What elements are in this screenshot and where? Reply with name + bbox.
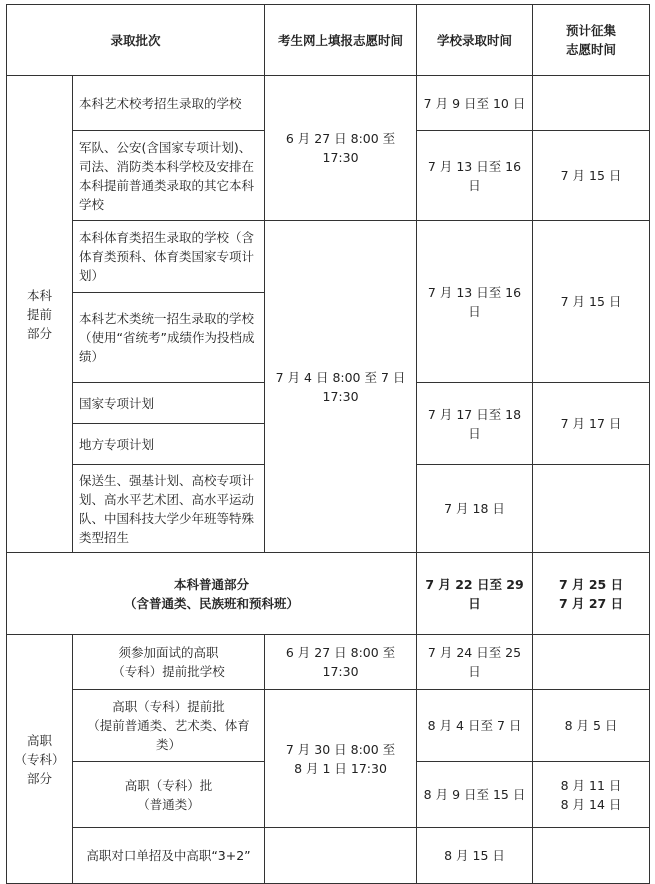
supplement-time: 7 月 25 日 7 月 27 日 bbox=[533, 553, 650, 635]
admit-time: 7 月 18 日 bbox=[417, 465, 533, 553]
supplement-time bbox=[533, 76, 650, 131]
batch-name: 高职对口单招及中高职“3+2” bbox=[73, 828, 265, 884]
table-row bbox=[7, 690, 650, 762]
header-apply-time: 考生网上填报志愿时间 bbox=[265, 5, 417, 76]
batch-name: 国家专项计划 bbox=[73, 383, 265, 424]
admit-time: 7 月 13 日至 16 日 bbox=[417, 131, 533, 221]
batch-name: 高职（专科）批 （普通类） bbox=[73, 762, 265, 828]
table-header-row bbox=[7, 5, 650, 76]
admit-time: 7 月 9 日至 10 日 bbox=[417, 76, 533, 131]
table-row bbox=[7, 76, 650, 131]
apply-time-empty bbox=[265, 828, 417, 884]
supplement-time bbox=[533, 828, 650, 884]
batch-name-undergrad-regular: 本科普通部分 （含普通类、民族班和预科班） bbox=[7, 553, 417, 635]
batch-name: 本科艺术校考招生录取的学校 bbox=[73, 76, 265, 131]
table-row bbox=[7, 553, 650, 635]
supplement-time bbox=[533, 465, 650, 553]
batch-name: 地方专项计划 bbox=[73, 424, 265, 465]
table-row bbox=[7, 635, 650, 690]
admit-time: 8 月 15 日 bbox=[417, 828, 533, 884]
apply-time: 7 月 4 日 8:00 至 7 日 17:30 bbox=[265, 221, 417, 553]
supplement-time: 8 月 5 日 bbox=[533, 690, 650, 762]
batch-name: 保送生、强基计划、高校专项计划、高水平艺术团、高水平运动队、中国科技大学少年班等特殊类型招生 bbox=[73, 465, 265, 553]
apply-time: 7 月 30 日 8:00 至 8 月 1 日 17:30 bbox=[265, 690, 417, 828]
supplement-time bbox=[533, 635, 650, 690]
group-label-undergrad-early: 本科 提前 部分 bbox=[7, 76, 73, 553]
table-row bbox=[7, 828, 650, 884]
admit-time: 7 月 13 日至 16 日 bbox=[417, 221, 533, 383]
batch-name: 本科艺术类统一招生录取的学校 （使用“省统考”成绩作为投档成绩） bbox=[73, 293, 265, 383]
batch-name: 高职（专科）提前批 （提前普通类、艺术类、体育类） bbox=[73, 690, 265, 762]
admit-time: 7 月 24 日至 25 日 bbox=[417, 635, 533, 690]
header-admit-time: 学校录取时间 bbox=[417, 5, 533, 76]
header-batch: 录取批次 bbox=[7, 5, 265, 76]
supplement-time: 7 月 17 日 bbox=[533, 383, 650, 465]
batch-name: 军队、公安(含国家专项计划)、司法、消防类本科学校及安排在本科提前普通类录取的其它本科学校 bbox=[73, 131, 265, 221]
supplement-time: 7 月 15 日 bbox=[533, 221, 650, 383]
apply-time: 6 月 27 日 8:00 至 17:30 bbox=[265, 635, 417, 690]
admit-time: 7 月 17 日至 18 日 bbox=[417, 383, 533, 465]
admission-schedule-table bbox=[6, 4, 650, 884]
admit-time: 7 月 22 日至 29 日 bbox=[417, 553, 533, 635]
supplement-time: 8 月 11 日 8 月 14 日 bbox=[533, 762, 650, 828]
batch-name: 本科体育类招生录取的学校（含体育类预科、体育类国家专项计划） bbox=[73, 221, 265, 293]
admit-time: 8 月 9 日至 15 日 bbox=[417, 762, 533, 828]
apply-time: 6 月 27 日 8:00 至 17:30 bbox=[265, 76, 417, 221]
admit-time: 8 月 4 日至 7 日 bbox=[417, 690, 533, 762]
batch-name: 须参加面试的高职 （专科）提前批学校 bbox=[73, 635, 265, 690]
supplement-time: 7 月 15 日 bbox=[533, 131, 650, 221]
table-row bbox=[7, 221, 650, 293]
group-label-vocational: 高职 （专科） 部分 bbox=[7, 635, 73, 884]
header-supplement-time: 预计征集 志愿时间 bbox=[533, 5, 650, 76]
